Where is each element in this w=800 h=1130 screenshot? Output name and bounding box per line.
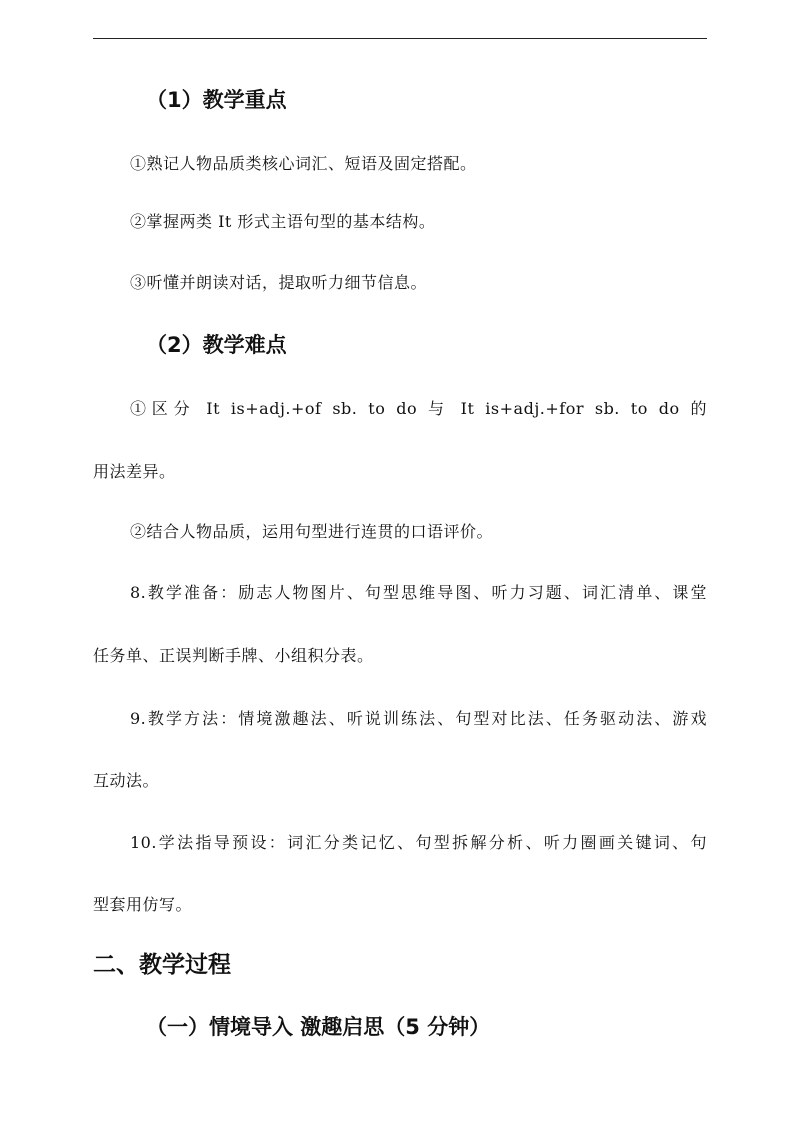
difficulty-item-1-line-1: ①区分 It is+adj.+of sb. to do 与 It is+adj.+for sb. to do 的 (130, 399, 707, 418)
process-heading: 二、教学过程 (93, 952, 231, 978)
methods-line-2: 互动法。 (93, 771, 160, 790)
methods-line-1: 9.教学方法：情境激趣法、听说训练法、句型对比法、任务驱动法、游戏 (130, 709, 707, 728)
prep-line-1: 8.教学准备：励志人物图片、句型思维导图、听力习题、词汇清单、课堂 (130, 583, 707, 602)
difficulty-item-1-line-2: 用法差异。 (93, 462, 176, 481)
difficulty-heading: （2）教学难点 (146, 333, 287, 357)
guidance-line-2: 型套用仿写。 (93, 895, 193, 914)
focus-item-2: ②掌握两类 It 形式主语句型的基本结构。 (130, 212, 436, 231)
process-subheading: （一）情境导入 激趣启思（5 分钟） (146, 1015, 491, 1039)
focus-item-1: ①熟记人物品质类核心词汇、短语及固定搭配。 (130, 154, 477, 173)
focus-item-3: ③听懂并朗读对话，提取听力细节信息。 (130, 273, 428, 292)
difficulty-item-2: ②结合人物品质，运用句型进行连贯的口语评价。 (130, 522, 494, 541)
focus-heading: （1）教学重点 (146, 88, 287, 112)
prep-line-2: 任务单、正误判断手牌、小组积分表。 (93, 646, 374, 665)
guidance-line-1: 10.学法指导预设：词汇分类记忆、句型拆解分析、听力圈画关键词、句 (130, 833, 707, 852)
header-rule (93, 38, 707, 39)
